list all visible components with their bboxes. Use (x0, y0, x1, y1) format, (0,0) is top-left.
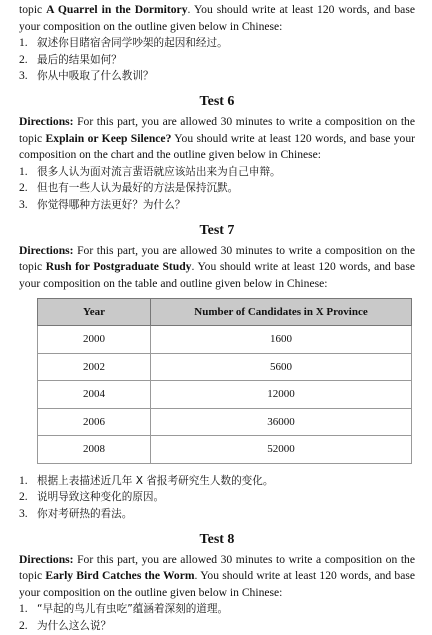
test7-outline (19, 473, 415, 523)
directions-text: For this part, you are allowed 30 minutes to write a composition on the topic (19, 552, 415, 583)
intro-topic: A Quarrel in the Dormitory (46, 3, 188, 16)
intro-text: topic (19, 3, 47, 16)
list-item (19, 35, 415, 52)
list-item (19, 489, 415, 506)
item-text: 叙述你目睹宿舍同学吵架的起因和经过。 (37, 37, 228, 50)
list-item (19, 197, 415, 214)
item-text: 很多人认为面对流言蜚语就应该站出来为自己申辩。 (37, 165, 281, 178)
count-cell: 52000 (151, 436, 412, 464)
table-header-row (38, 299, 412, 326)
item-text: 但也有一些人认为最好的方法是保持沉默。 (37, 182, 239, 195)
directions-label: Directions: (19, 114, 74, 128)
test7-title: Test 7 (199, 222, 235, 238)
item-number: 2. (19, 181, 28, 195)
item-number: 1. (19, 473, 28, 487)
table-row (38, 436, 412, 464)
list-item (19, 164, 415, 181)
item-number: 1. (19, 602, 28, 616)
candidates-table (37, 298, 412, 464)
table-row (38, 353, 412, 381)
year-cell: 2004 (38, 381, 151, 409)
directions-text-post: . You should write at least 120 words, and base your composition on the outline given below in Chinese: (19, 569, 415, 599)
test8-title: Test 8 (199, 531, 235, 547)
item-number: 2. (19, 52, 28, 66)
item-number: 1. (19, 164, 28, 178)
list-item (19, 601, 415, 618)
list-item (19, 68, 415, 85)
item-number: 3. (19, 197, 28, 211)
list-item (19, 618, 415, 635)
list-item (19, 473, 415, 490)
list-item (19, 506, 415, 523)
count-cell: 5600 (151, 353, 412, 381)
test6-directions (19, 114, 415, 164)
intro-text-post: . You should write at least 120 words, and base your composition on the outline given below in Chinese: (19, 3, 415, 33)
item-number: 3. (19, 69, 28, 83)
column-header-year: Year (38, 299, 151, 326)
item-text: 你觉得哪种方法更好？为什么？ (37, 198, 186, 211)
directions-label: Directions: (19, 243, 74, 257)
test7-directions (19, 243, 415, 293)
year-cell: 2008 (38, 436, 151, 464)
count-cell: 12000 (151, 381, 412, 409)
count-cell: 1600 (151, 326, 412, 354)
intro-outline (19, 35, 415, 85)
directions-text-post: You should write at least 120 words, and base your composition on the chart and the outline given below in Chinese: (19, 131, 415, 162)
intro-paragraph (19, 2, 415, 35)
test6-title: Test 6 (199, 93, 235, 109)
item-number: 2. (19, 618, 28, 632)
count-cell: 36000 (151, 408, 412, 436)
year-cell: 2002 (38, 353, 151, 381)
topic-title: Explain or Keep Silence? (45, 131, 172, 145)
test8-outline (19, 601, 415, 634)
list-item (19, 52, 415, 69)
item-text: 最后的结果如何？ (37, 53, 122, 66)
test6-outline (19, 164, 415, 214)
item-number: 1. (19, 36, 28, 50)
directions-label: Directions: (19, 552, 74, 566)
item-text: 说明导致这种变化的原因。 (37, 491, 165, 504)
directions-text: For this part, you are allowed 30 minutes to write a composition on the topic (19, 243, 415, 274)
year-cell: 2000 (38, 326, 151, 354)
test8-directions (19, 552, 415, 602)
topic-title: Early Bird Catches the Worm (45, 569, 195, 583)
topic-title: Rush for Postgraduate Study (45, 260, 192, 274)
item-text: 为什么这么说？ (37, 619, 112, 632)
item-text: 你对考研热的看法。 (37, 508, 133, 520)
directions-text-post: . You should write at least 120 words, and base your composition on the table and outline given below in Chinese: (19, 260, 415, 290)
item-text: 根据上表描述近几年 X 省报考研究生人数的变化。 (37, 474, 274, 487)
table-row (38, 326, 412, 354)
item-number: 2. (19, 490, 28, 504)
item-number: 3. (19, 507, 28, 520)
column-header-candidates: Number of Candidates in X Province (151, 299, 412, 326)
list-item (19, 180, 415, 197)
year-cell: 2006 (38, 408, 151, 436)
item-text: 你从中吸取了什么教训？ (37, 70, 154, 83)
directions-text: For this part, you are allowed 30 minutes to write a composition on the topic (19, 114, 415, 145)
table-row (38, 408, 412, 436)
table-row (38, 381, 412, 409)
item-text: “早起的鸟儿有虫吃”蕴涵着深刻的道理。 (37, 603, 229, 616)
